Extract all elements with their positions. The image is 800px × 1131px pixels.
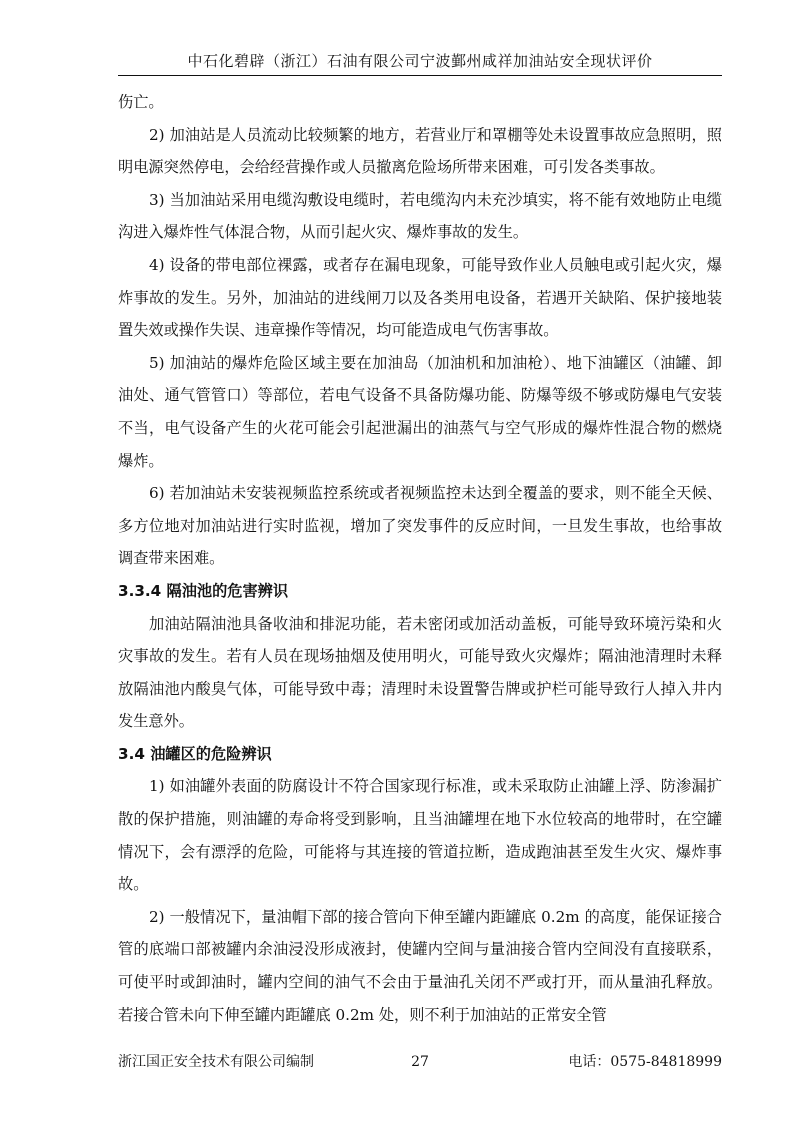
paragraph: 加油站隔油池具备收油和排泥功能，若未密闭或加活动盖板，可能导致环境污染和火灾事故的发生。若有人员在现场抽烟及使用明火，可能导致火灾爆炸；隔油池清理时未释放隔油池内酸臭气体，可能导致中毒；清理时未设置警告牌或护栏可能导致行人掉入井内发生意外。 xyxy=(118,614,722,731)
section-heading: 3.3.4 隔油池的危害辨识 xyxy=(118,581,289,600)
page-header-title: 中石化碧辟（浙江）石油有限公司宁波鄞州咸祥加油站安全现状评价 xyxy=(187,52,653,70)
paragraph: 1) 如油罐外表面的防腐设计不符合国家现行标准，或未采取防止油罐上浮、防渗漏扩散的保护措施，则油罐的寿命将受到影响，且当油罐埋在地下水位较高的地带时，在空罐情况下，会有漂浮的危险，可能将与其连接的管道拉断，造成跑油甚至发生火灾、爆炸事故。 xyxy=(118,777,722,894)
paragraph: 伤亡。 xyxy=(118,93,164,111)
paragraph: 2) 加油站是人员流动比较频繁的地方，若营业厅和罩棚等处未设置事故应急照明，照明电源突然停电，会给经营操作或人员撤离危险场所带来困难，可引发各类事故。 xyxy=(118,125,722,177)
paragraph: 4) 设备的带电部位裸露，或者存在漏电现象，可能导致作业人员触电或引起火灾，爆炸事故的发生。另外，加油站的进线闸刀以及各类用电设备，若遇开关缺陷、保护接地装置失效或操作失误、违章操作等情况，均可能造成电气伤害事故。 xyxy=(118,255,722,340)
paragraph: 2) 一般情况下，量油帽下部的接合管向下伸至罐内距罐底 0.2m 的高度，能保证接合管的底端口部被罐内余油浸没形成液封，使罐内空间与量油接合管内空间没有直接联系，可使平时或卸油时，罐内空间的油气不会由于量油孔关闭不严或打开，而从量油孔释放。若接合管未向下伸至罐内距罐底 0.2m 处，则不利于加油站的正常安全管 xyxy=(118,907,722,1024)
page-footer xyxy=(118,1051,722,1073)
paragraph: 5) 加油站的爆炸危险区域主要在加油岛（加油机和加油枪）、地下油罐区（油罐、卸油处、通气管管口）等部位，若电气设备不具备防爆功能、防爆等级不够或防爆电气安装不当，电气设备产生的火花可能会引起泄漏出的油蒸气与空气形成的爆炸性混合物的燃烧爆炸。 xyxy=(118,353,722,470)
section-heading: 3.4 油罐区的危险辨识 xyxy=(118,744,272,763)
page-body xyxy=(118,86,722,1031)
paragraph: 6) 若加油站未安装视频监控系统或者视频监控未达到全覆盖的要求，则不能全天候、多方位地对加油站进行实时监视，增加了突发事件的反应时间，一旦发生事故，也给事故调查带来困难。 xyxy=(118,484,722,568)
footer-company: 浙江国正安全技术有限公司编制 xyxy=(118,1054,314,1070)
page-number: 27 xyxy=(411,1054,429,1070)
header-divider xyxy=(118,75,722,76)
paragraph: 3) 当加油站采用电缆沟敷设电缆时，若电缆沟内未充沙填实，将不能有效地防止电缆沟进入爆炸性气体混合物，从而引起火灾、爆炸事故的发生。 xyxy=(118,190,722,242)
footer-phone: 电话：0575-84818999 xyxy=(568,1054,722,1070)
